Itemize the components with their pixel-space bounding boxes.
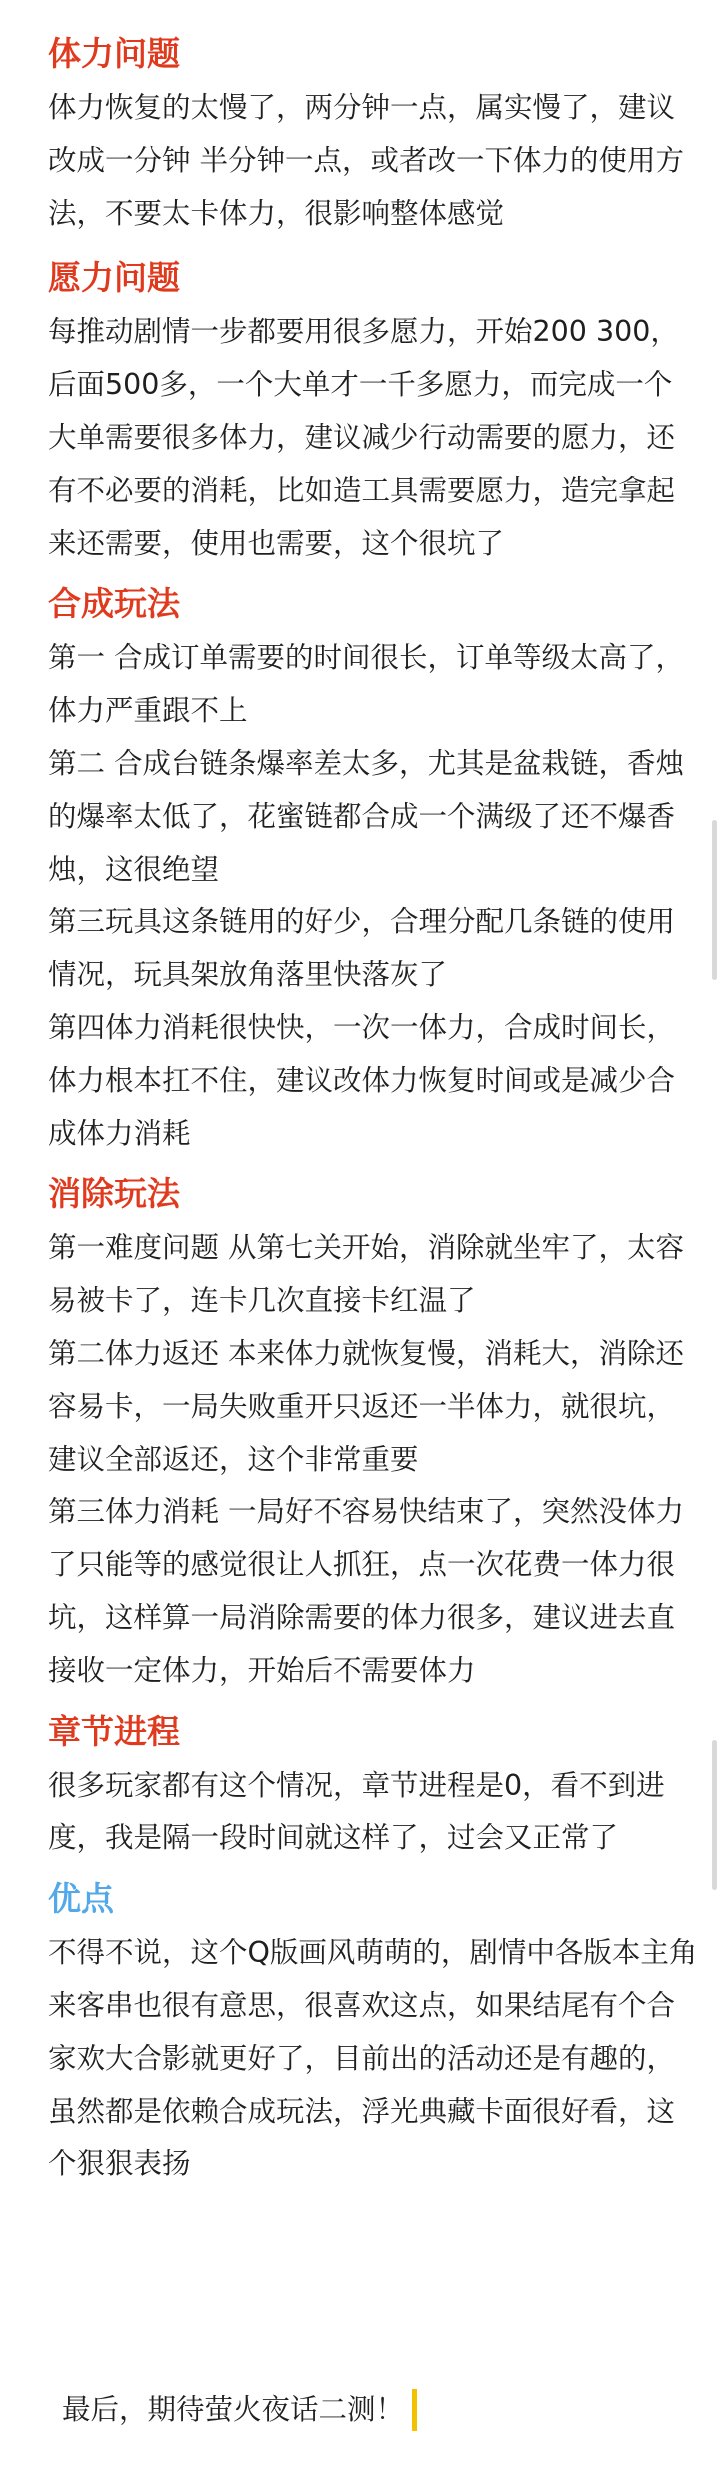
paragraph-wish-power-1: 每推动剧情一步都要用很多愿力，开始200 300，后面500多，一个大单才一千多愿力，而完成一个大单需要很多体力，建议减少行动需要的愿力，还有不必要的消耗，比如造工具需要愿力，造完拿起来还需要，使用也需要，这个很坑了 xyxy=(48,315,679,560)
paragraph-match-1: 第一难度问题 从第七关开始，消除就坐牢了，太容易被卡了，连卡几次直接卡红温了 xyxy=(48,1231,685,1318)
section-wish-power xyxy=(48,254,698,570)
closing-line xyxy=(62,2382,417,2438)
paragraph-merge-4: 第四体力消耗很快快，一次一体力，合成时间长，体力根本扛不住，建议改体力恢复时间或是减少合成体力消耗 xyxy=(48,1010,676,1150)
section-merge-gameplay xyxy=(48,580,698,1160)
section-stamina xyxy=(48,30,698,240)
text-caret xyxy=(412,2389,417,2431)
paragraph-merge-2: 第二 合成台链条爆率差太多，尤其是盆栽链，香烛的爆率太低了，花蜜链都合成一个满级了还不爆香烛，这很绝望 xyxy=(48,746,685,886)
section-title-chapter-progress: 章节进程 xyxy=(48,1711,180,1751)
paragraph-merge-3: 第三玩具这条链用的好少，合理分配几条链的使用情况，玩具架放角落里快落灰了 xyxy=(48,905,676,992)
section-title-match-gameplay: 消除玩法 xyxy=(48,1174,180,1214)
section-title-strengths: 优点 xyxy=(48,1879,114,1919)
section-title-stamina: 体力问题 xyxy=(48,34,180,73)
paragraph-chapter-1: 很多玩家都有这个情况，章节进程是0，看不到进度，我是隔一段时间就这样了，过会又正常了 xyxy=(48,1768,665,1855)
paragraph-merge-1: 第一 合成订单需要的时间很长，订单等级太高了，体力严重跟不上 xyxy=(48,641,685,728)
paragraph-match-3: 第三体力消耗 一局好不容易快结束了，突然没体力了只能等的感觉很让人抓狂，点一次花费一体力很坑，这样算一局消除需要的体力很多，建议进去直接收一定体力，开始后不需要体力 xyxy=(48,1495,685,1687)
article-body xyxy=(48,30,698,2191)
scrollbar-track-upper[interactable] xyxy=(712,820,717,980)
paragraph-strengths-1: 不得不说，这个Q版画风萌萌的，剧情中各版本主角来客串也很有意思，很喜欢这点，如果结尾有个合家欢大合影就更好了，目前出的活动还是有趣的，虽然都是依赖合成玩法，浮光典藏卡面很好看，这个狠狠表扬 xyxy=(48,1936,698,2181)
closing-text: 最后，期待萤火夜话二测！ xyxy=(62,2393,405,2426)
section-title-wish-power: 愿力问题 xyxy=(48,258,180,298)
paragraph-stamina-1: 体力恢复的太慢了，两分钟一点，属实慢了，建议改成一分钟 半分钟一点，或者改一下体力的使用方法，不要太卡体力，很影响整体感觉 xyxy=(48,91,685,230)
section-title-merge-gameplay: 合成玩法 xyxy=(48,584,180,624)
scrollbar-track-lower[interactable] xyxy=(712,1740,717,1890)
section-match-gameplay xyxy=(48,1170,698,1697)
section-strengths xyxy=(48,1875,698,2191)
paragraph-match-2: 第二体力返还 本来体力就恢复慢，消耗大，消除还容易卡，一局失败重开只返还一半体力，就很坑，建议全部返还，这个非常重要 xyxy=(48,1336,685,1476)
section-chapter-progress xyxy=(48,1708,698,1866)
